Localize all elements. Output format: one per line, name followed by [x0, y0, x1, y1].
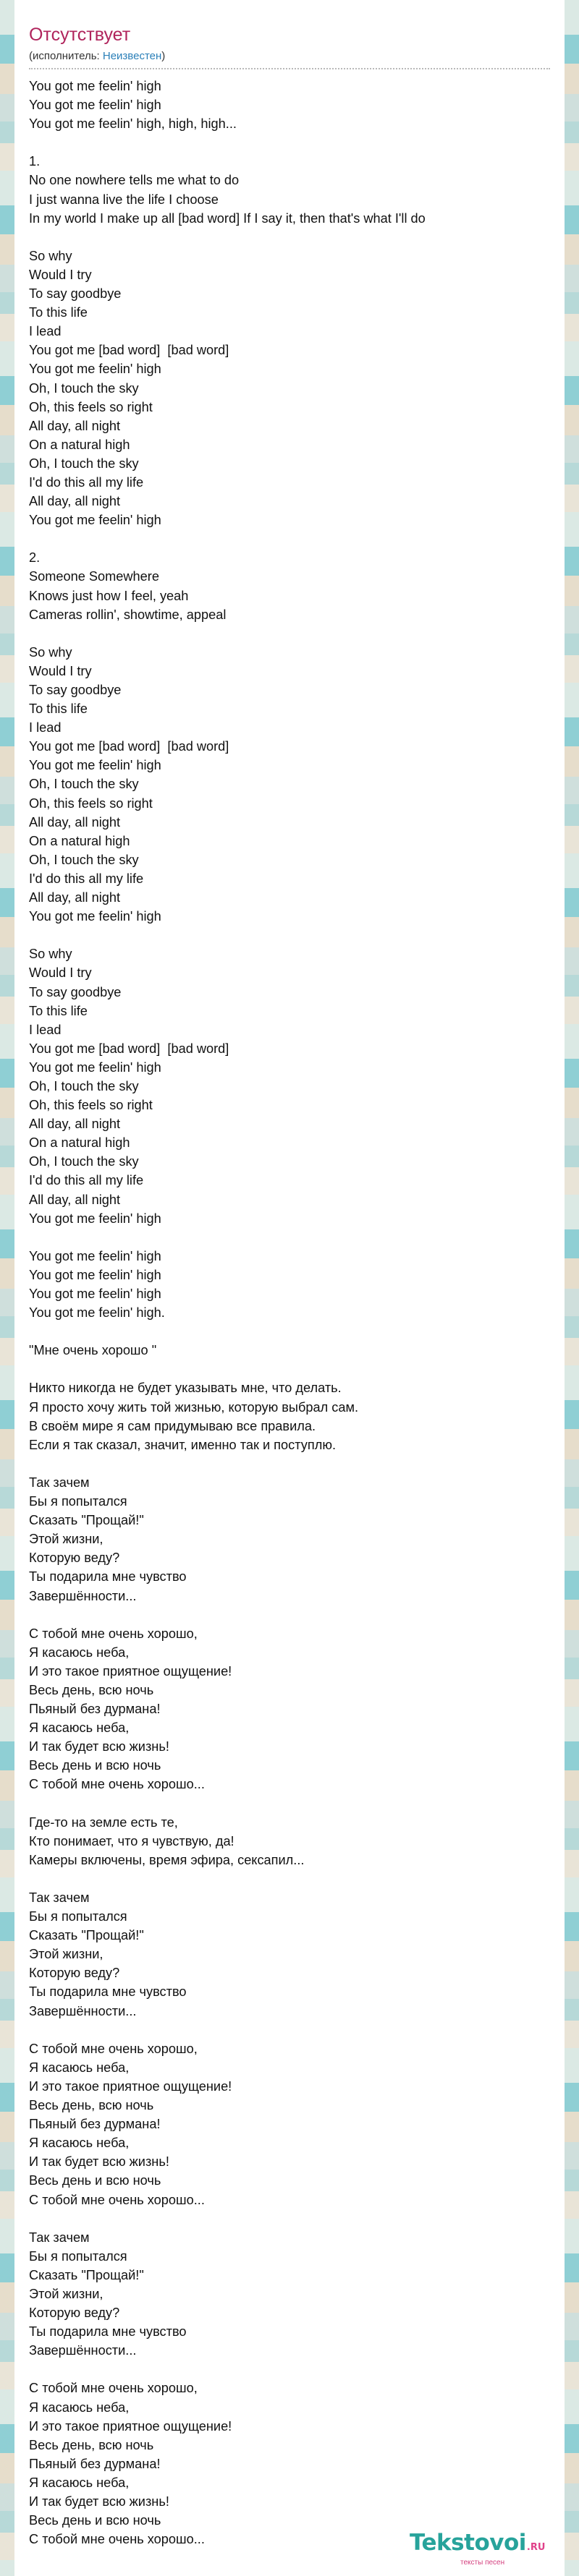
- song-header: [29, 23, 550, 69]
- artist-prefix: (исполнитель:: [29, 50, 103, 62]
- artist-link[interactable]: Неизвестен: [102, 50, 162, 62]
- logo-tagline: тексты песен: [460, 2559, 505, 2567]
- logo-name: Tekstovoi: [410, 2530, 526, 2556]
- lyrics-text: You got me feelin' high You got me feelin' high You got me feelin' high, high, high... 1. No one nowhere tells me what to do I just wanna live the life I choose In my world I make up all [bad word] If I say it, then that's what I'll do So why Would I try To say goodbye To this life I lead You got me [bad word] [bad word] You got me feelin' high Oh, I touch the sky Oh, this feels so right All day, all night On a natural high Oh, I touch the sky I'd do this all my life All day, all night You got me feelin' high 2. Someone Somewhere Knows just how I feel, yeah Cameras rollin', showtime, appeal So why Would I try To say goodbye To this life I lead You got me [bad word] [bad word] You got me feelin' high Oh, I touch the sky Oh, this feels so right All day, all night On a natural high Oh, I touch the sky I'd do this all my life All day, all night You got me feelin' high So why Would I try To say goodbye To this life I lead You got me [bad word] [bad word] You got me feelin' high Oh, I touch the sky Oh, this feels so right All day, all night On a natural high Oh, I touch the sky I'd do this all my life All day, all night You got me feelin' high You got me feelin' high You got me feelin' high You got me feelin' high You got me feelin' high. "Мне очень хорошо " Никто никогда не будет указывать мне, что делать. Я просто хочу жить той жизнью, которую выбрал сам. В своём мире я сам придумываю все правила. Если я так сказал, значит, именно так и поступлю. Так зачем Бы я попытался Сказать "Прощай!" Этой жизни, Которую веду? Ты подарила мне чувство Завершённости... С тобой мне очень хорошо, Я касаюсь неба, И это такое приятное ощущение! Весь день, всю ночь Пьяный без дурмана! Я касаюсь неба, И так будет всю жизнь! Весь день и всю ночь С тобой мне очень хорошо... Где-то на земле есть те, Кто понимает, что я чувствую, да! Камеры включены, время эфира, сексапил... Так зачем Бы я попытался Сказать "Прощай!" Этой жизни, Которую веду? Ты подарила мне чувство Завершённости... С тобой мне очень хорошо, Я касаюсь неба, И это такое приятное ощущение! Весь день, всю ночь Пьяный без дурмана! Я касаюсь неба, И так будет всю жизнь! Весь день и всю ночь С тобой мне очень хорошо... Так зачем Бы я попытался Сказать "Прощай!" Этой жизни, Которую веду? Ты подарила мне чувство Завершённости... С тобой мне очень хорошо, Я касаюсь неба, И это такое приятное ощущение! Весь день, всю ночь Пьяный без дурмана! Я касаюсь неба, И так будет всю жизнь! Весь день и всю ночь С тобой мне очень хорошо...: [29, 79, 426, 2547]
- header-divider: [29, 68, 550, 69]
- site-logo[interactable]: [410, 2530, 546, 2567]
- logo-tld: .RU: [526, 2542, 546, 2553]
- artist-suffix: ): [161, 50, 166, 62]
- song-title: Отсутствует: [29, 25, 131, 45]
- artist-line: [29, 49, 550, 64]
